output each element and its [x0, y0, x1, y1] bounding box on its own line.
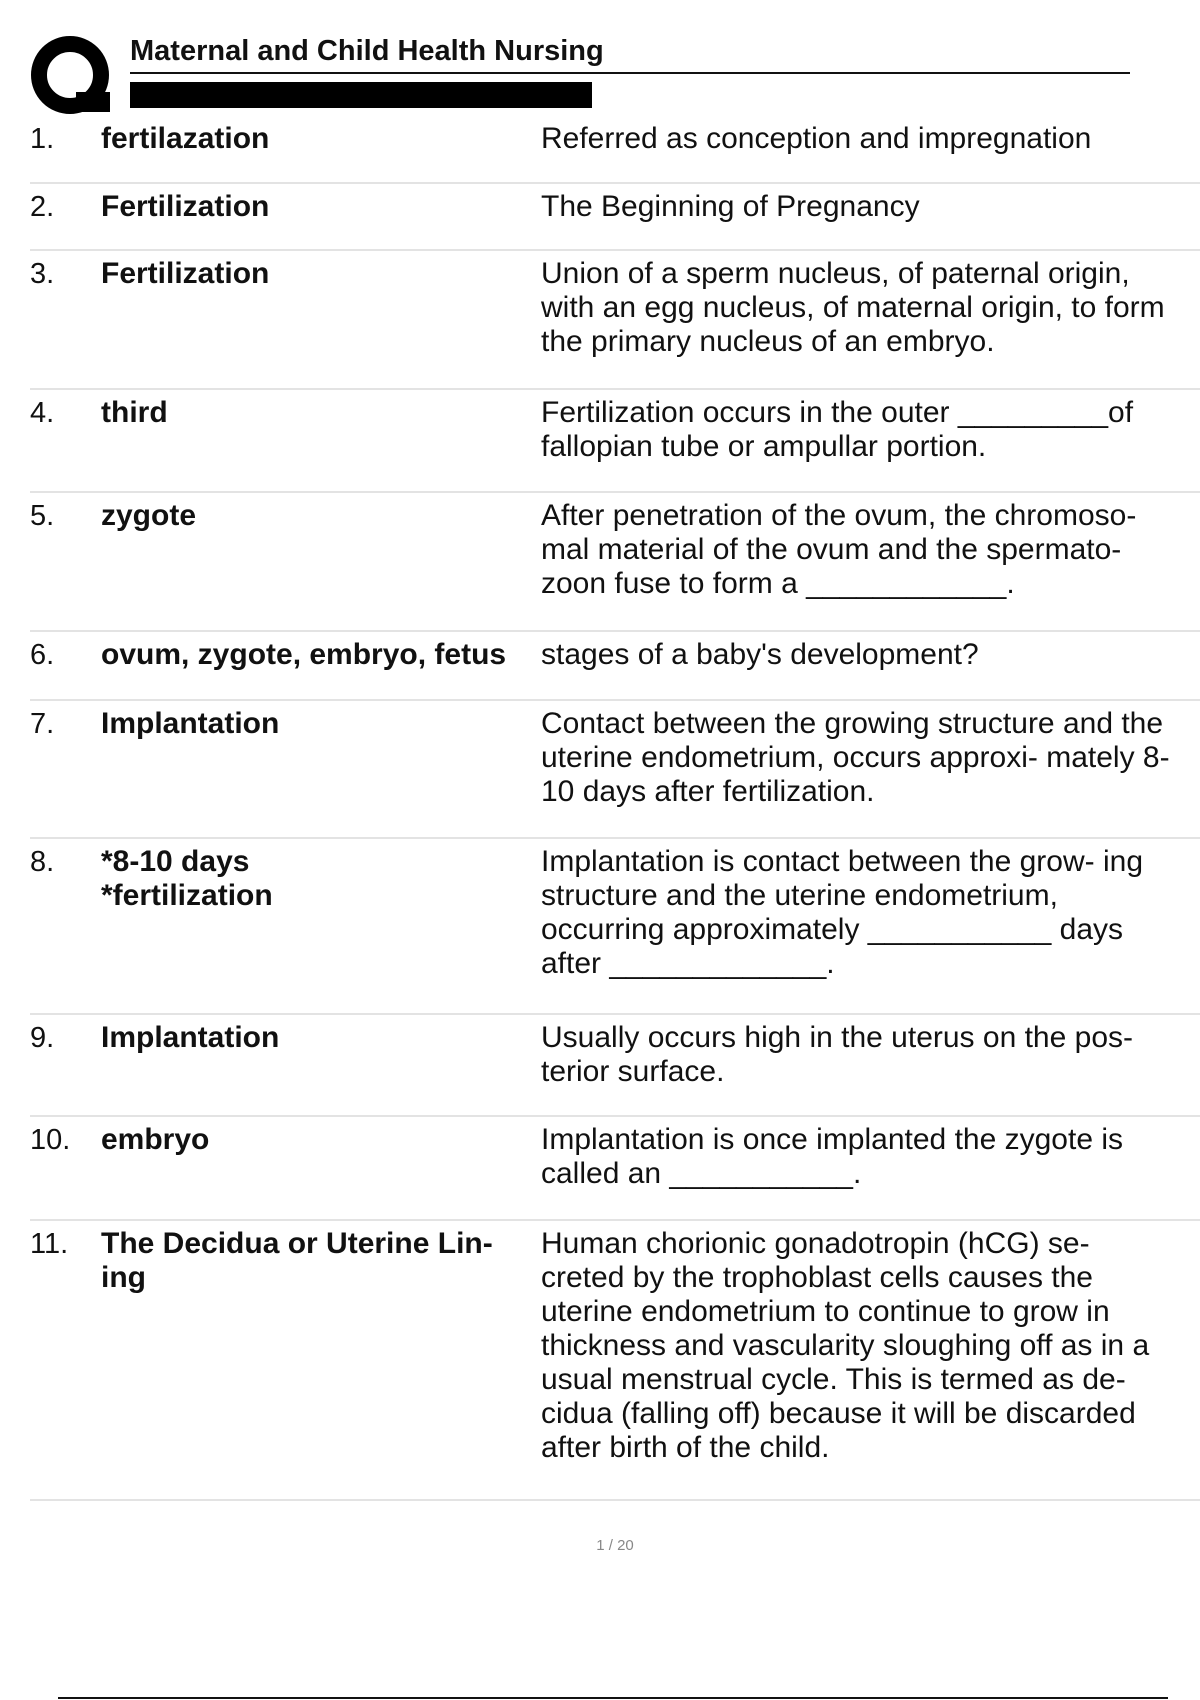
card-definition: Implantation is once implanted the zygote is called an ___________. — [541, 1123, 1123, 1190]
card-term: zygote — [101, 499, 197, 532]
card-number: 9. — [30, 1022, 55, 1054]
card-term: ovum, zygote, embryo, fetus — [101, 638, 507, 671]
flashcard-row — [30, 116, 1200, 184]
card-term: Implantation — [101, 707, 280, 740]
card-number: 5. — [30, 500, 55, 532]
card-number: 6. — [30, 639, 55, 671]
card-number: 1. — [30, 123, 55, 155]
card-definition: Referred as conception and impregnation — [541, 122, 1092, 155]
flashcard-row — [30, 251, 1200, 390]
card-term: fertilazation — [101, 122, 270, 155]
card-term — [101, 839, 541, 1013]
card-number: 8. — [30, 846, 55, 878]
flashcard-row — [30, 701, 1200, 839]
card-definition: Human chorionic gonadotropin (hCG) se- creted by the trophoblast cells causes the uterine endometrium to continue to grow in thickness and vascularity sloughing off as in a usual menstrual cycle. This is termed as de- cidua (falling off) because it will be discarded after birth of the child. — [541, 1227, 1150, 1464]
card-definition: Contact between the growing structure and the uterine endometrium, occurs approxi- mately 8-10 days after fertilization. — [541, 707, 1170, 808]
card-term-line: *8-10 days — [101, 845, 250, 878]
page-indicator: 1 / 20 — [596, 1537, 634, 1554]
redaction-bar — [130, 82, 592, 108]
card-definition: Implantation is contact between the grow- ing structure and the uterine endometrium, occurring approximately ___________ days after _____________. — [541, 845, 1144, 980]
document-header — [30, 30, 1130, 114]
card-term: Fertilization — [101, 257, 270, 290]
document-title: Maternal and Child Health Nursing — [130, 30, 1130, 74]
card-term: Implantation — [101, 1021, 280, 1054]
card-definition: The Beginning of Pregnancy — [541, 190, 920, 223]
card-number: 4. — [30, 397, 55, 429]
flashcard-row — [30, 1117, 1200, 1221]
card-term: embryo — [101, 1123, 210, 1156]
card-definition: Fertilization occurs in the outer _________of fallopian tube or ampullar portion. — [541, 396, 1134, 463]
card-definition: stages of a baby's development? — [541, 638, 979, 671]
card-definition: After penetration of the ovum, the chromoso- mal material of the ovum and the spermato- zoon fuse to form a ____________. — [541, 499, 1137, 600]
flashcard-row — [30, 839, 1200, 1015]
card-number: 2. — [30, 191, 55, 223]
card-term: Fertilization — [101, 190, 270, 223]
flashcard-list — [30, 116, 1200, 1501]
card-definition: Union of a sperm nucleus, of paternal origin, with an egg nucleus, of maternal origin, to form the primary nucleus of an embryo. — [541, 257, 1165, 358]
flashcard-row — [30, 390, 1200, 493]
card-term: The Decidua or Uterine Lin- ing — [101, 1227, 493, 1294]
card-number: 7. — [30, 708, 55, 740]
flashcard-row — [30, 1221, 1200, 1501]
card-number: 3. — [30, 258, 55, 290]
flashcard-row — [30, 493, 1200, 632]
q-logo-icon — [30, 34, 112, 116]
card-number: 11. — [30, 1228, 69, 1260]
card-definition: Usually occurs high in the uterus on the pos- terior surface. — [541, 1021, 1133, 1088]
footer-rule — [58, 1697, 1168, 1699]
flashcard-row — [30, 184, 1200, 251]
flashcard-row — [30, 1015, 1200, 1117]
card-number: 10. — [30, 1124, 71, 1156]
card-term: third — [101, 396, 168, 429]
card-term-line: *fertilization — [101, 879, 273, 912]
flashcard-row — [30, 632, 1200, 701]
